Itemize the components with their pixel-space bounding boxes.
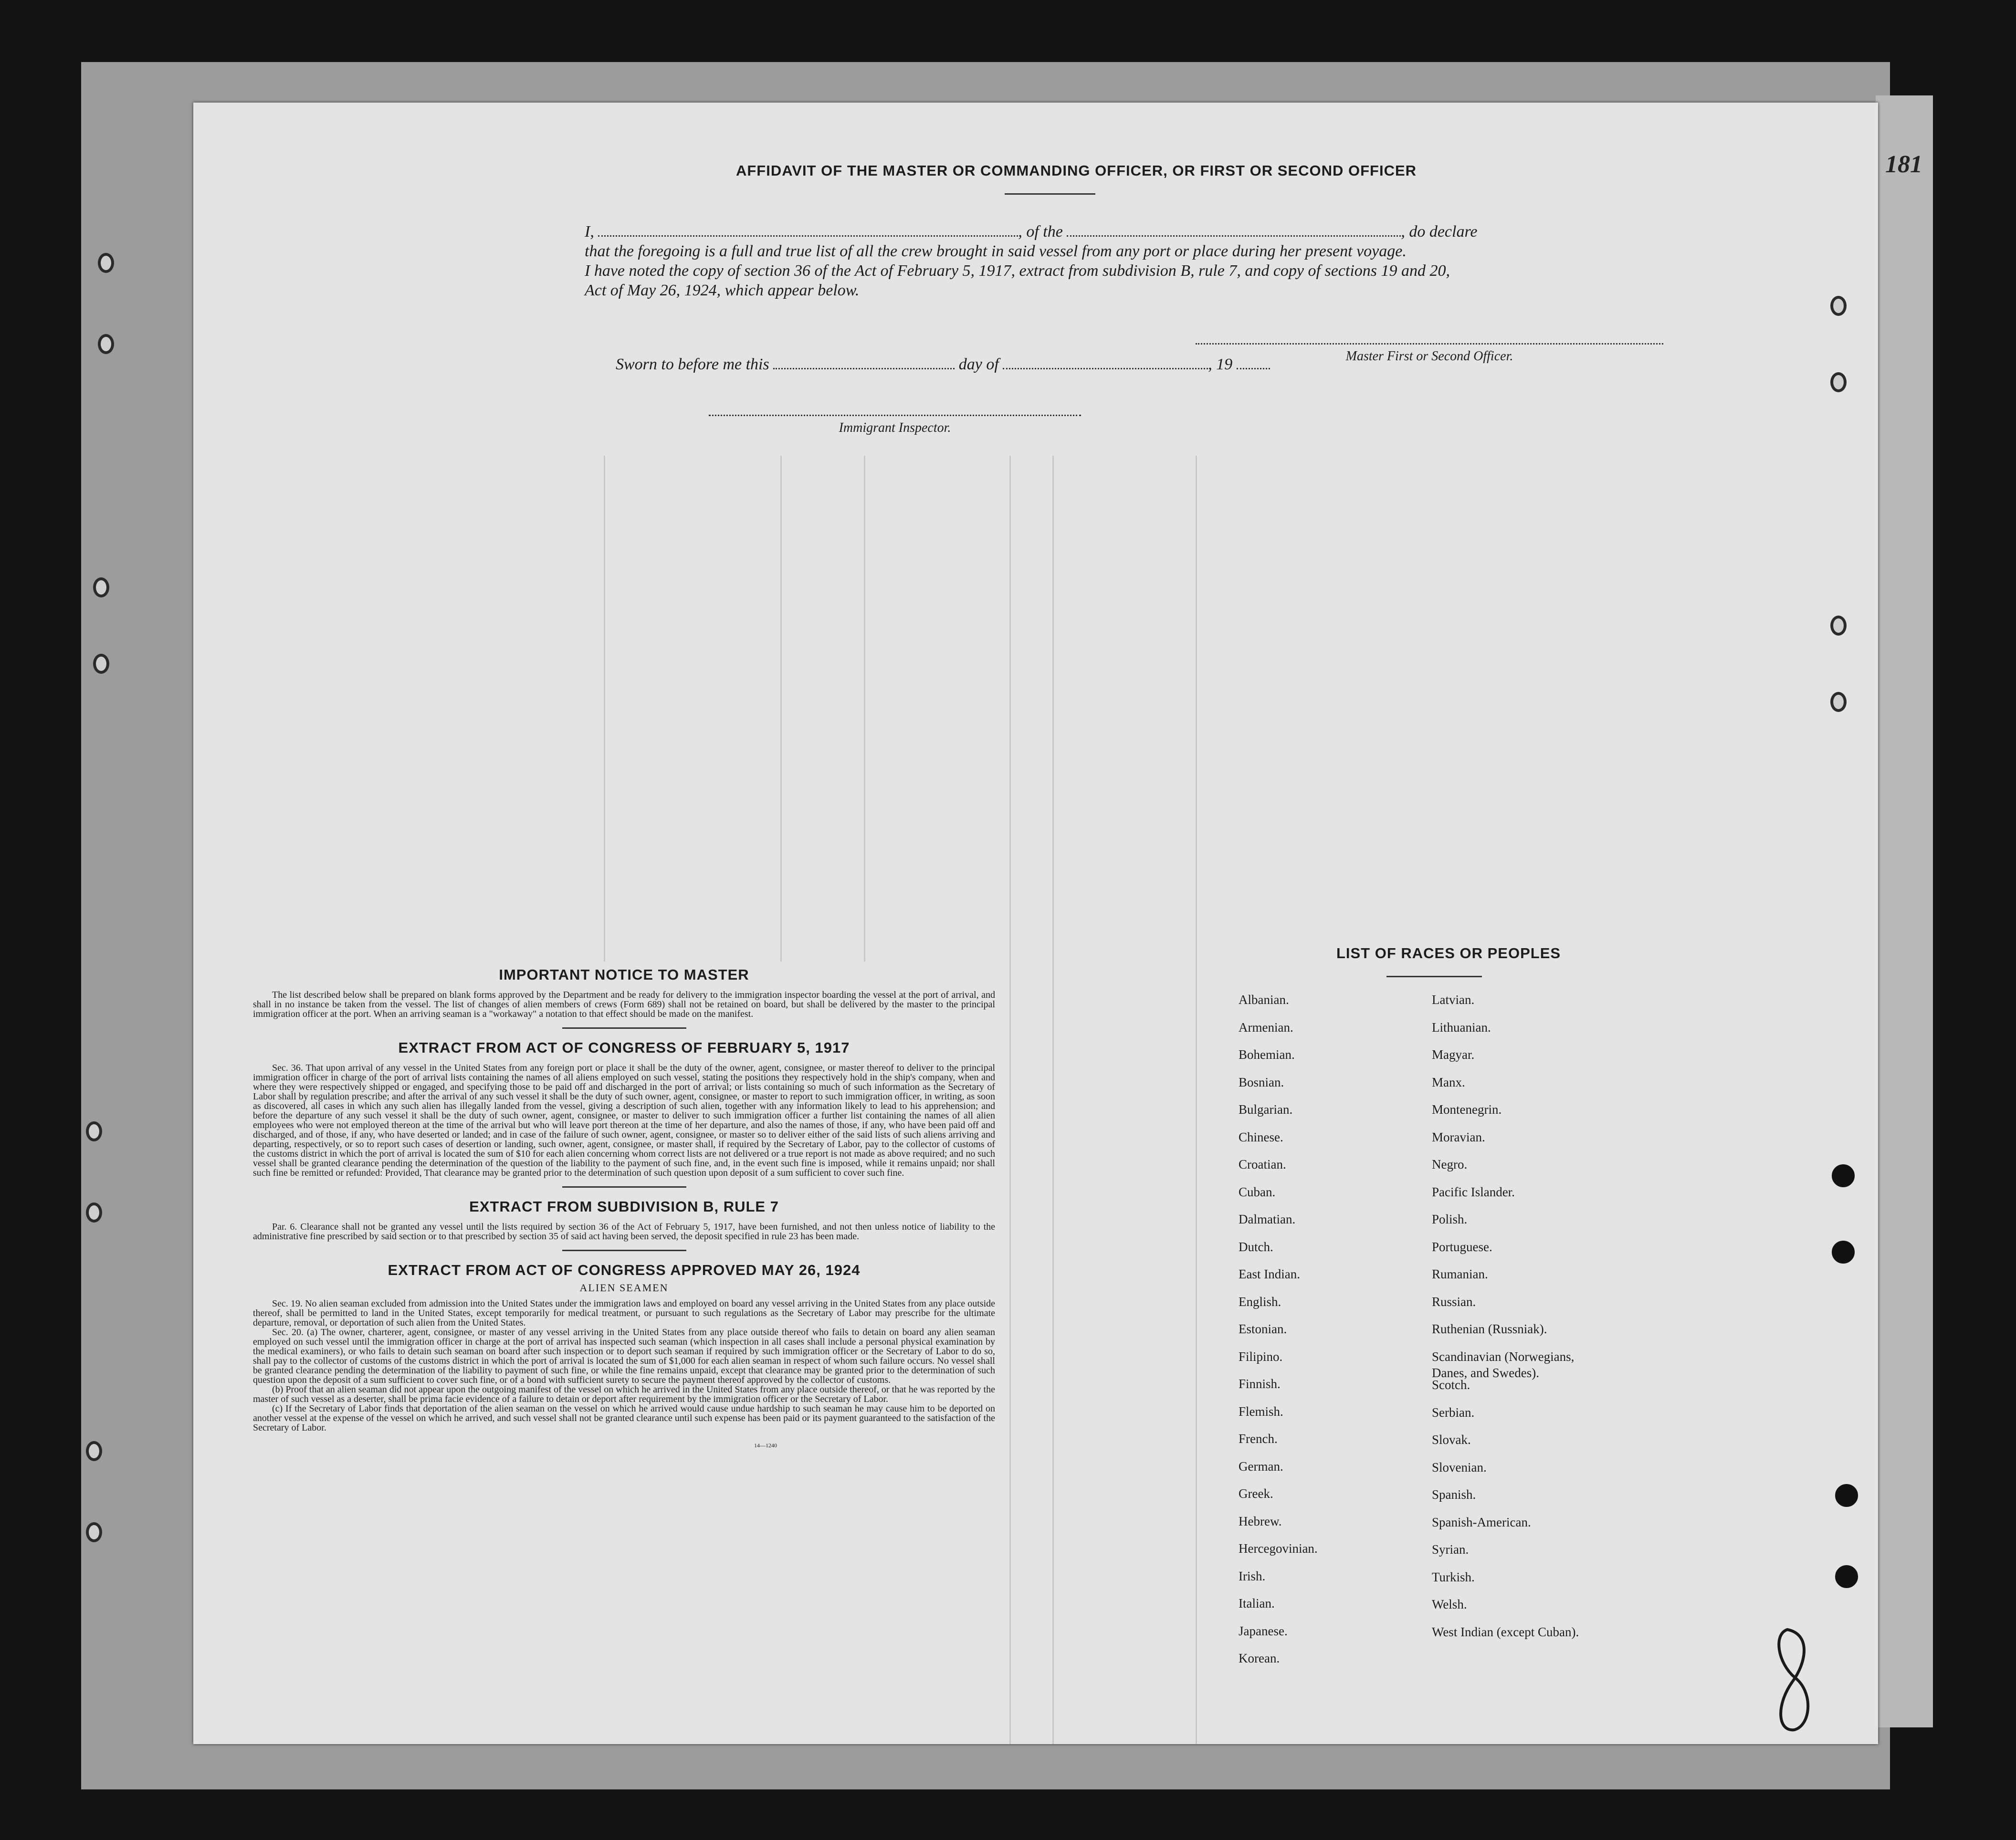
manifest-page [193,103,1878,1744]
officer-signature-label: Master First or Second Officer. [1345,349,1513,364]
extract-rule7-title: EXTRACT FROM SUBDIVISION B, RULE 7 [469,1198,779,1215]
race-item: Magyar. [1432,1047,1475,1062]
race-item: Greek. [1239,1486,1273,1501]
race-item: German. [1239,1459,1283,1474]
race-item: Croatian. [1239,1157,1286,1171]
race-item: Chinese. [1239,1129,1283,1144]
race-item: Albanian. [1239,993,1289,1007]
race-item: Scotch. [1432,1378,1470,1392]
race-item: Polish. [1432,1212,1468,1226]
inspector-signature-block [709,403,1081,436]
race-item: Finnish. [1239,1377,1281,1391]
race-item: Slovenian. [1432,1460,1487,1474]
race-item: Flemish. [1239,1404,1283,1419]
binder-hole [1835,1484,1858,1507]
affidavit-i: I, [585,223,594,240]
master-name-field[interactable] [598,224,1018,237]
notice-body: The list described below shall be prepared on blank forms approved by the Department and be ready for delivery to the immigration inspector boarding the vessel at the port of arrival, and shall in no instance be taken from the vessel. The list of changes of alien members of crews (Form 689) shall not be retained on board, but shall be delivered by the master to the principal immigration officer at the port. When an arriving seaman is a "workaway" a notation to that effect should be made on the manifest. [253,990,995,1019]
handwritten-mark [1768,1625,1821,1735]
race-item: Lithuanian. [1432,1020,1491,1035]
binder-hole [86,1522,102,1542]
race-item: Estonian. [1239,1322,1287,1336]
races-title: LIST OF RACES OR PEOPLES [1336,945,1561,962]
affidavit-title: AFFIDAVIT OF THE MASTER OR COMMANDING OFFICER, OR FIRST OR SECOND OFFICER [735,162,1417,179]
binder-hole [86,1202,102,1223]
affidavit-body [585,222,1692,300]
race-item: Portuguese. [1432,1239,1492,1254]
binder-hole [1835,1565,1858,1588]
race-item: Bohemian. [1239,1047,1295,1062]
extract-1924-sec20b: (b) Proof that an alien seaman did not appear upon the outgoing manifest of the vessel on which he arrived in the United States from any place outside thereof, or that he was reported by the master of such vessel as a deserter, shall be prima facie evidence of a failure to detain or deport after requirement by the immigration officer or the Secretary of Labor. [253,1384,995,1404]
race-item: Slovak. [1432,1432,1471,1447]
binder-hole [1830,296,1847,316]
affidavit-of-the: , of the [1018,223,1063,240]
race-item: Rumanian. [1432,1267,1488,1281]
race-item: Scandinavian (Norwegians, [1432,1349,1575,1364]
race-item: Hebrew. [1239,1514,1282,1528]
binder-hole [1830,692,1847,712]
sworn-line [616,355,1499,374]
race-item: Italian. [1239,1596,1275,1610]
binder-hole [98,253,114,273]
binder-hole [93,654,109,674]
sworn-year-field[interactable] [1237,356,1270,369]
extract-1924-sec19: Sec. 19. No alien seaman excluded from admission into the United States under the immigration laws and employed on board any vessel arriving in the United States from any place outside thereof, shall be permitted to land in the United States, except temporarily for medical treatment, or pursuant to such regulations as the Secretary of Labor may prescribe for the ultimate departure, removal, or deportation of such alien from the United States. [253,1298,995,1328]
affidavit-line-3: I have noted the copy of section 36 of the Act of February 5, 1917, extract from subdivision B, rule 7, and copy of sections 19 and 20, [585,262,1450,280]
officer-signature-field[interactable] [1196,332,1663,345]
extract-1924-sec20a: Sec. 20. (a) The owner, charterer, agent, consignee, or master of any vessel arriving in the United States from any place outside thereof who fails to detain on board any alien seaman employed on such vessel until the immigration officer in charge at the port of arrival has inspected such seaman (which inspection in all cases shall include a personal physical examination by the medical examiners), or who fails to detain such seaman on board after such inspection or to deport such seaman if required by such immigration officer or the Secretary of Labor to do so, shall pay to the collector of customs of the customs district in which the port of arrival is located the sum of $1,000 for each alien seaman in respect of whom such failure occurs. No vessel shall be granted clearance pending the determination of the liability to payment of such fine, or while the fine remains unpaid, except that clearance may be granted prior to the determination of such question upon the deposit of a sum sufficient to cover such fine, or of a bond with sufficient surety to secure the payment thereof approved by the collector of customs. [253,1327,995,1385]
extract-1924-sec20c: (c) If the Secretary of Labor finds that deportation of the alien seaman on the vessel on which he arrived would cause undue hardship to such seaman he may cause him to be deported on another vessel at the expense of the vessel on which he arrived, and such vessel shall not be granted clearance until such expense has been paid or its payment guaranteed to the satisfaction of the Secretary of Labor. [253,1403,995,1433]
race-item: Spanish-American. [1432,1515,1531,1529]
notices-column [253,966,995,1449]
race-item: East Indian. [1239,1267,1300,1281]
section-divider [562,1186,686,1188]
race-item: Moravian. [1432,1129,1485,1144]
races-title-rule [1386,976,1482,977]
race-item: Syrian. [1432,1542,1469,1557]
race-item: Hercegovinian. [1239,1541,1318,1556]
backing-sheet-edge [1876,95,1933,1727]
race-item: Dalmatian. [1239,1212,1296,1226]
race-item: Russian. [1432,1294,1476,1309]
inspector-signature-field[interactable] [709,403,1081,416]
manifest-column-line [780,456,782,962]
race-item: Filipino. [1239,1349,1283,1364]
binder-hole [1832,1164,1855,1187]
race-item: Cuban. [1239,1184,1276,1199]
notice-title: IMPORTANT NOTICE TO MASTER [499,966,749,983]
manifest-column-line [1052,456,1054,1744]
affidavit-line-4: Act of May 26, 1924, which appear below. [585,282,860,299]
race-item: Danes, and Swedes). [1432,1365,1539,1380]
binder-hole [93,577,109,597]
extract-1917-body: Sec. 36. That upon arrival of any vessel in the United States from any foreign port or place it shall be the duty of the owner, agent, consignee, or master thereof to deliver to the principal immigration officer in charge of the port of arrival lists containing the names of all aliens employed on such vessel, stating the positions they respectively hold in the ship's company, when and where they were respectively shipped or engaged, and specifying those to be paid off and discharged in the port of arrival; or lists containing so much of such information as the Secretary of Labor shall by regulation prescribe; and after the arrival of any such vessel it shall be the duty of such owner, agent, consignee, or master to report to such immigration officer, in writing, as soon as discovered, all cases in which any such alien has illegally landed from the vessel, giving a description of such alien, together with any information likely to lead to his apprehension; and before the departure of any such vessel it shall be the duty of such owner, agent, consignee, or master to deliver to such immigration officer a further list containing the names of all alien employees who were not employed thereon at the time of the arrival but who will leave port thereon at the time of her departure, and also the names of those, if any, who have been paid off and discharged, and of those, if any, who have deserted or landed; and in case of the failure of such owner, agent, consignee, or master so to deliver either of the said lists of such aliens arriving and departing, respectively, or so to report such cases of desertion or landing, such owner, agent, consignee, or master shall, if required by the Secretary of Labor, pay to the collector of customs of the customs district in which the port of arrival is located the sum of $10 for each alien concerning whom correct lists are not delivered or a true report is not made as above required; and no such vessel shall be granted clearance pending the determination of the question of the liability to the payment of such fine, and, in the event such fine is imposed, while it remains unpaid; nor shall such fine be remitted or refunded: Provided, That clearance may be granted prior to the determination of such question upon deposit of a sum sufficient to cover such fine. [253,1063,995,1178]
sworn-day-field[interactable] [773,356,955,369]
manifest-column-line [604,456,605,962]
manifest-column-line [864,456,865,962]
section-divider [562,1027,686,1029]
race-item: Manx. [1432,1075,1465,1089]
manifest-column-line [1009,456,1011,1744]
sworn-month-field[interactable] [1003,356,1208,369]
race-item: Spanish. [1432,1487,1476,1502]
sworn-day-of: day of [958,355,999,373]
sworn-prefix: Sworn to before me this [616,355,769,373]
affidavit-do-declare: , do declare [1401,223,1478,240]
race-item: Welsh. [1432,1597,1467,1611]
race-item: Bosnian. [1239,1075,1284,1089]
race-item: Ruthenian (Russniak). [1432,1322,1547,1336]
race-item: Serbian. [1432,1405,1475,1420]
race-item: French. [1239,1432,1278,1446]
binder-hole [1830,616,1847,636]
race-item: Montenegrin. [1432,1102,1502,1117]
sworn-year-prefix: , 19 [1208,355,1233,373]
inspector-signature-label: Immigrant Inspector. [839,420,951,435]
race-item: Irish. [1239,1568,1266,1583]
section-divider [562,1250,686,1251]
race-item: Bulgarian. [1239,1102,1293,1117]
extract-1917-title: EXTRACT FROM ACT OF CONGRESS OF FEBRUARY 5, 1917 [398,1039,850,1056]
page-number: 181 [1885,151,1922,178]
race-item: Japanese. [1239,1623,1288,1638]
manifest-column-line [1196,456,1197,1744]
binder-hole [86,1121,102,1141]
extract-1924-subtitle: ALIEN SEAMEN [579,1282,669,1294]
title-rule [1005,193,1095,195]
race-item: Armenian. [1239,1020,1293,1035]
race-item: Dutch. [1239,1239,1273,1254]
form-number: 14—1240 [754,1442,777,1449]
race-item: Korean. [1239,1651,1280,1665]
affidavit-line-2: that the foregoing is a full and true list of all the crew brought in said vessel from any port or place during her present voyage. [585,242,1407,260]
affidavit-line-1 [585,222,1692,241]
race-item: Negro. [1432,1157,1468,1171]
vessel-name-field[interactable] [1067,224,1401,237]
binder-hole [1832,1241,1855,1264]
race-item: Pacific Islander. [1432,1184,1515,1199]
race-item: Turkish. [1432,1569,1475,1584]
race-item: Latvian. [1432,993,1475,1007]
extract-rule7-body: Par. 6. Clearance shall not be granted any vessel until the lists required by section 36 of the Act of February 5, 1917, have been furnished, and not then unless notice of liability to the administrative fine prescribed by said section or to that prescribed by section 35 of said act having been served, the deposit specified in rule 23 has been made. [253,1222,995,1242]
extract-1924-title: EXTRACT FROM ACT OF CONGRESS APPROVED MAY 26, 1924 [388,1262,861,1278]
binder-hole [98,334,114,354]
race-item: English. [1239,1294,1281,1309]
binder-hole [86,1441,102,1461]
binder-hole [1830,372,1847,392]
race-item: West Indian (except Cuban). [1432,1624,1579,1639]
